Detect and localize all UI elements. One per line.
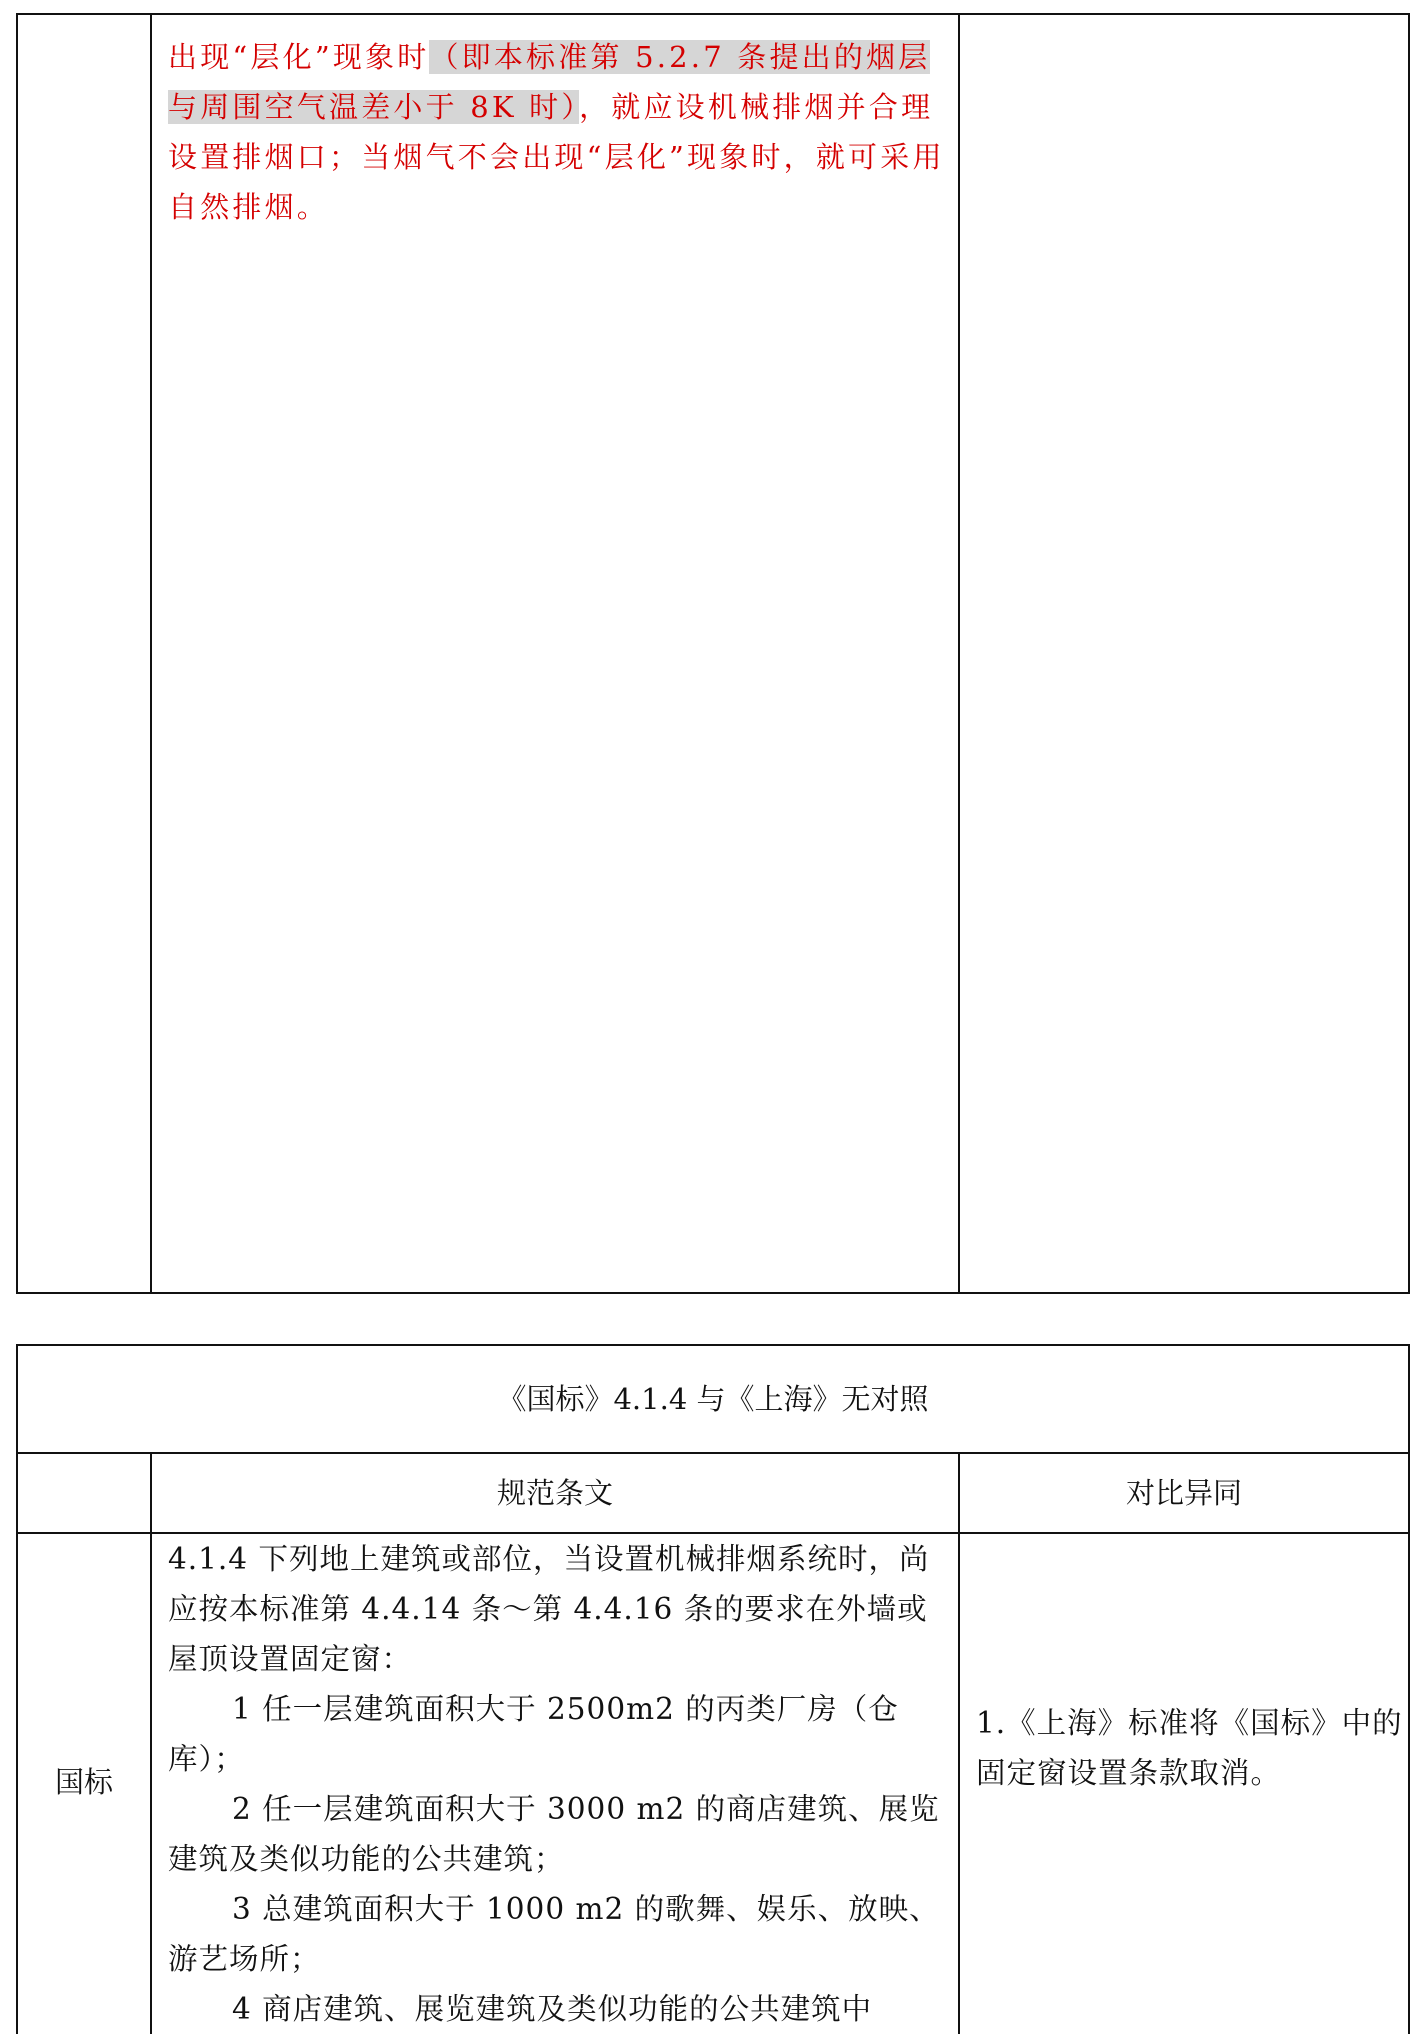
clause-text-highlight: （即本标准第 5.2.7 条提出的烟层与周围空气温差小于 8K 时） — [168, 40, 931, 124]
column-divider — [150, 1452, 152, 2034]
continuation-table — [16, 13, 1410, 1294]
header-compare-column: 对比异同 — [1125, 1476, 1242, 1510]
clause-text — [168, 1534, 952, 2034]
header-clause-column: 规范条文 — [496, 1476, 613, 1510]
clause-item: 1 任一层建筑面积大于 2500m2 的丙类厂房（仓库）； — [168, 1692, 899, 1776]
clause-text-part-3: ，就应设机械排烟并合理设置排烟口；当烟气不会出现“层化”现象时，就可采用自然排烟。 — [168, 90, 945, 224]
row-label-cell — [18, 15, 150, 1292]
comparison-cell — [960, 15, 1408, 1292]
comparison-table — [16, 1344, 1410, 2034]
table-title: 《国标》4.1.4 与《上海》无对照 — [497, 1382, 929, 1416]
column-divider — [958, 1452, 960, 2034]
clause-text-part-1: 出现“层化”现象时 — [168, 40, 430, 74]
clause-item: 3 总建筑面积大于 1000 m2 的歌舞、娱乐、放映、游艺场所； — [168, 1892, 940, 1976]
clause-item: 4 商店建筑、展览建筑及类似功能的公共建筑中 — [232, 1992, 873, 2026]
column-divider — [150, 15, 152, 1292]
clause-text-red — [168, 32, 958, 232]
comparison-text: 1.《上海》标准将《国标》中的固定窗设置条款取消。 — [976, 1706, 1403, 1790]
row-label-guobiao: 国标 — [54, 1765, 113, 1799]
clause-item: 2 任一层建筑面积大于 3000 m2 的商店建筑、展览建筑及类似功能的公共建筑； — [168, 1792, 940, 1876]
clause-line: 4.1.4 下列地上建筑或部位，当设置机械排烟系统时，尚应按本标准第 4.4.14 条～第 4.4.16 条的要求在外墙或屋顶设置固定窗： — [168, 1542, 930, 1676]
